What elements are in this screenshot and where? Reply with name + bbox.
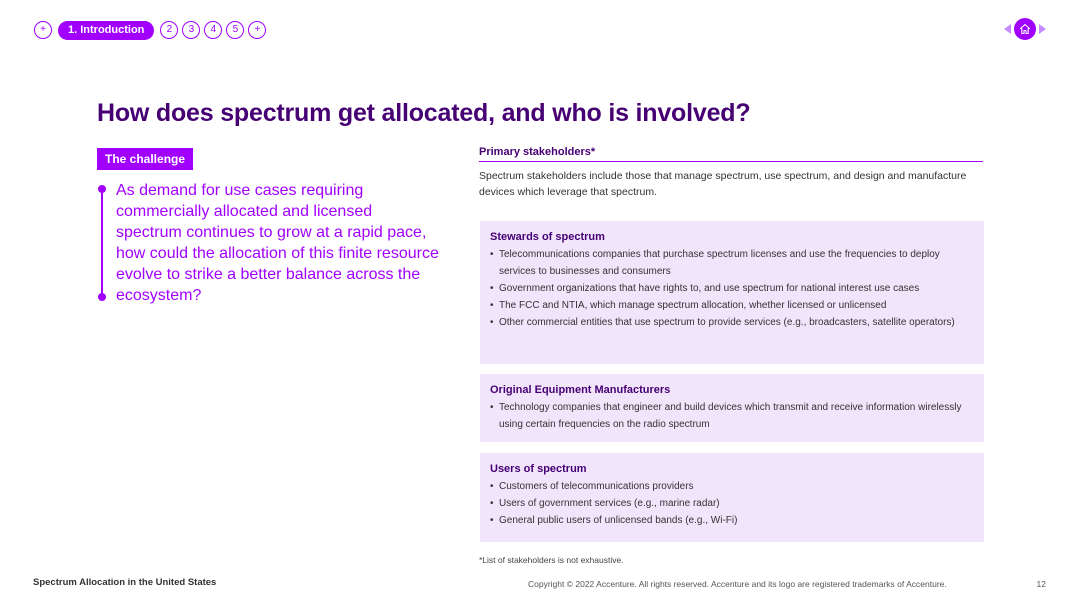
nav-page-2[interactable]: 2 (160, 21, 178, 39)
challenge-block (97, 180, 442, 306)
oem-box (480, 374, 984, 442)
list-item: • General public users of unlicensed bands (e.g., Wi-Fi) (490, 512, 974, 529)
list-item: • Technology companies that engineer and build devices which transmit and receive information wirelessly using certain frequencies on the radio spectrum (490, 399, 974, 433)
challenge-dot-bottom (98, 293, 106, 301)
previous-page-icon[interactable] (1004, 24, 1011, 34)
section-nav (34, 20, 266, 40)
footer-copyright: Copyright © 2022 Accenture. All rights reserved. Accenture and its logo are registered trademarks of Accenture. (528, 579, 947, 589)
stakeholders-description: Spectrum stakeholders include those that manage spectrum, use spectrum, and design and manufacture devices which leverage that spectrum. (479, 170, 967, 198)
oem-list (490, 399, 974, 433)
challenge-dot-top (98, 185, 106, 193)
challenge-line (101, 189, 103, 297)
stewards-list (490, 246, 974, 331)
nav-tab-introduction[interactable]: 1. Introduction (58, 21, 154, 40)
list-item: • Other commercial entities that use spectrum to provide services (e.g., broadcasters, satellite operators) (490, 314, 974, 331)
nav-page-3[interactable]: 3 (182, 21, 200, 39)
list-item: • Users of government services (e.g., marine radar) (490, 495, 974, 512)
nav-page-4[interactable]: 4 (204, 21, 222, 39)
oem-title: Original Equipment Manufacturers (490, 384, 671, 396)
nav-prev-button[interactable]: + (34, 21, 52, 39)
list-item: • The FCC and NTIA, which manage spectrum allocation, whether licensed or unlicensed (490, 297, 974, 314)
footnote: *List of stakeholders is not exhaustive. (479, 555, 624, 565)
nav-page-5[interactable]: 5 (226, 21, 244, 39)
home-nav (1004, 18, 1046, 40)
list-item: • Government organizations that have rights to, and use spectrum for national interest use cases (490, 280, 974, 297)
next-page-icon[interactable] (1039, 24, 1046, 34)
home-button[interactable] (1014, 18, 1036, 40)
page-number: 12 (1036, 579, 1046, 589)
list-item: • Telecommunications companies that purchase spectrum licenses and use the frequencies to deploy services to businesses and consumers (490, 246, 974, 280)
users-box (480, 453, 984, 542)
home-icon (1019, 23, 1031, 35)
stewards-title: Stewards of spectrum (490, 231, 605, 243)
stakeholders-heading: Primary stakeholders* (479, 146, 983, 162)
stewards-box (480, 221, 984, 364)
nav-next-button[interactable]: + (248, 21, 266, 39)
users-list (490, 478, 974, 529)
footer-doc-title: Spectrum Allocation in the United States (33, 577, 217, 588)
challenge-badge: The challenge (97, 148, 193, 170)
list-item: • Customers of telecommunications providers (490, 478, 974, 495)
challenge-text: As demand for use cases requiring commercially allocated and licensed spectrum continues to grow at a rapid pace, how could the allocation of this finite resource evolve to strike a better balance across the ecosystem? (116, 182, 439, 304)
users-title: Users of spectrum (490, 463, 587, 475)
page-title: How does spectrum get allocated, and who is involved? (97, 99, 751, 127)
